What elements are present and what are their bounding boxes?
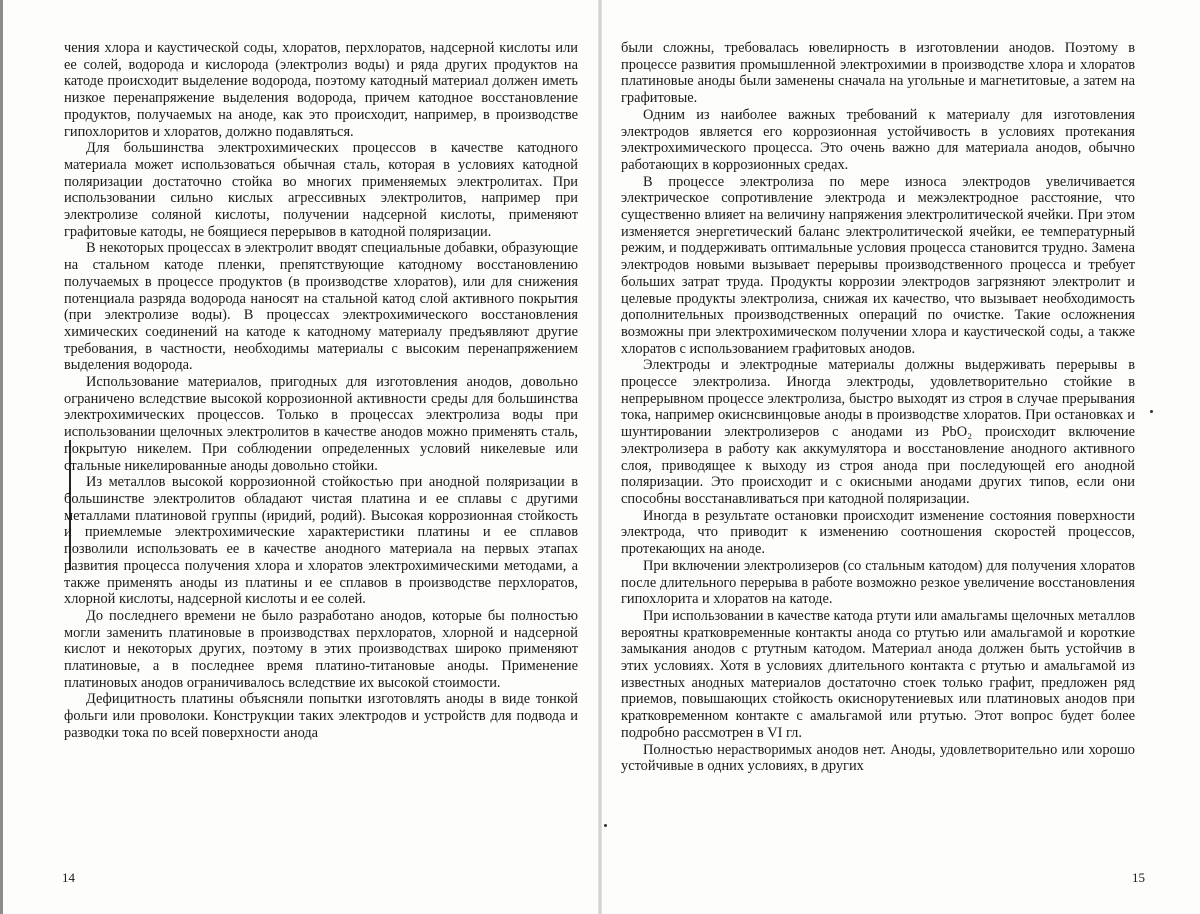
scan-speck xyxy=(604,824,607,827)
paragraph: были сложны, требовалась ювелирность в изготовлении анодов. Поэтому в процессе развития промышленной электрохимии в производстве хлора и хлоратов платиновые аноды были заменены сначала на угольные и магнетитовые, а затем на графитовые. xyxy=(621,40,1135,107)
scan-edge xyxy=(0,0,3,914)
left-page-text xyxy=(64,40,578,742)
paragraph: Одним из наиболее важных требований к материалу для изготовления электродов является его коррозионная устойчивость в условиях протекания электрохимического процесса. Это очень важно для материала анодов, обычно работающих в коррозионных средах. xyxy=(621,106,1135,173)
book-gutter xyxy=(598,0,602,914)
paragraph: При использовании в качестве катода ртути или амальгамы щелочных металлов вероятны кратковременные контакты анода со ртутью или амальгамой и короткие замыкания анодов с ртутным катодом. Материал анода должен быть устойчив в этих условиях. Хотя в условиях длительного контакта с ртутью и амальгамой из известных анодных материалов достаточно стоек только графит, предложен ряд приемов, повышающих стойкость окиснорутениевых или платиновых анодов при кратковременном контакте с амальгамой или ртутью. Этот вопрос будет более подробно рассмотрен в VI гл. xyxy=(621,607,1135,741)
scan-speck xyxy=(1150,410,1153,413)
paragraph: До последнего времени не было разработано анодов, которые бы полностью могли заменить платиновые в производствах перхлоратов, хлорной и надсерной кислот и некоторых других, поэтому в этих производствах широко применяют платиновые, а в последнее время платино-титановые аноды. Применение платиновых анодов ограничивалось вследствие их высокой стоимости. xyxy=(64,607,578,691)
page-number-left: 14 xyxy=(62,870,75,885)
paragraph: При включении электролизеров (со стальным катодом) для получения хлоратов после длительного перерыва в работе возможно резкое увеличение восстановления гипохлорита и хлоратов на катоде. xyxy=(621,557,1135,608)
paragraph: В процессе электролиза по мере износа электродов увеличивается электрическое сопротивление электрода и межэлектродное расстояние, что существенно влияет на величину напряжения электролитической ячейки. При этом изменяется энергетический баланс электролитической ячейки, ее температурный режим, и поддерживать оптимальные условия процесса становится трудно. Замена электродов новыми вызывает перерывы производственного процесса и требует больших затрат труда. Продукты коррозии электродов загрязняют электролит и целевые продукты электролиза, снижая их качество, что вызывает необходимость дополнительных производственных операций по очистке. Такие осложнения возможны при электрохимическом получении хлора и каустической соды, а также хлоратов с использованием графитовых анодов. xyxy=(621,173,1135,357)
paragraph: В некоторых процессах в электролит вводят специальные добавки, образующие на стальном катоде пленки, препятствующие катодному восстановлению получаемых в процессе продуктов (в производстве хлоратов), или для снижения потенциала разряда водорода наносят на стальной катод слой активного покрытия (при электролизе воды). В процессах электрохимического восстановления химических соединений на катоде к катодному материалу предъявляют другие требования, в частности, необходимы материалы с высоким перенапряжением выделения водорода. xyxy=(64,240,578,374)
paragraph: Использование материалов, пригодных для изготовления анодов, довольно ограничено вследствие высокой коррозионной активности среды для большинства электрохимических процессов. Только в процессах электролиза воды при использовании щелочных электролитов в качестве анодов можно применять сталь, покрытую никелем. При соблюдении определенных условий никелевые или стальные никелированные аноды довольно стойки. xyxy=(64,374,578,474)
paragraph: чения хлора и каустической соды, хлоратов, перхлоратов, надсерной кислоты или ее солей, водорода и кислорода (электролиз воды) и ряда других продуктов на катоде происходит выделение водорода, поэтому катодный материал должен иметь низкое перенапряжение выделения водорода, причем катодное восстановление продуктов, получаемых на аноде, как это происходит, например, в производстве гипохлоритов и хлоратов, должно подавляться. xyxy=(64,40,578,140)
paragraph: Для большинства электрохимических процессов в качестве катодного материала может использоваться обычная сталь, которая в условиях катодной поляризации достаточно стойка во многих применяемых электролитах. При использовании сильно кислых агрессивных электролитов, например при электролизе соляной кислоты, получении надсерной кислоты, применяют графитовые катоды, не боящиеся перерывов в катодной поляризации. xyxy=(64,140,578,240)
paragraph: Из металлов высокой коррозионной стойкостью при анодной поляризации в большинстве электролитов обладают чистая платина и ее сплавы с другими металлами платиновой группы (иридий, родий). Высокая коррозионная стойкость и приемлемые электрохимические характеристики платины и ее сплавов позволили использовать ее в качестве анодного материала на первых этапах развития процесса получения хлора и хлоратов электрохимическими методами, а также применять аноды из платины и ее сплавов в производстве перхлоратов, хлорной кислоты, надсерной кислоты и ее солей. xyxy=(64,474,578,608)
paragraph: Дефицитность платины объясняли попытки изготовлять аноды в виде тонкой фольги или проволоки. Конструкции таких электродов и устройств для подвода и разводки тока по всей поверхности анода xyxy=(64,691,578,741)
right-page-text xyxy=(621,40,1135,775)
paragraph: Электроды и электродные материалы должны выдерживать перерывы в процессе электролиза. Иногда электроды, удовлетворительно стойкие в непрерывном процессе электролиза, быстро выходят из строя в случае прерывания тока, например окиснсвинцовые аноды в производстве хлоратов. При остановках и шунтировании электролизеров с анодами из PbO₂ происходит включение электролизера в работу как аккумулятора и восстановление анодного активного слоя, приводящее к выходу из строя анода при последующей его анодной поляризации. Это происходит и с окисными анодами других типов, если они способны восстанавливаться при катодной поляризации. xyxy=(621,357,1135,507)
paragraph: Иногда в результате остановки происходит изменение состояния поверхности электрода, что приводит к изменению соотношения скоростей процессов, протекающих на аноде. xyxy=(621,507,1135,558)
paragraph: Полностью нерастворимых анодов нет. Аноды, удовлетворительно или хорошо устойчивые в одних условиях, в других xyxy=(621,741,1135,775)
page-number-right: 15 xyxy=(1132,870,1145,885)
